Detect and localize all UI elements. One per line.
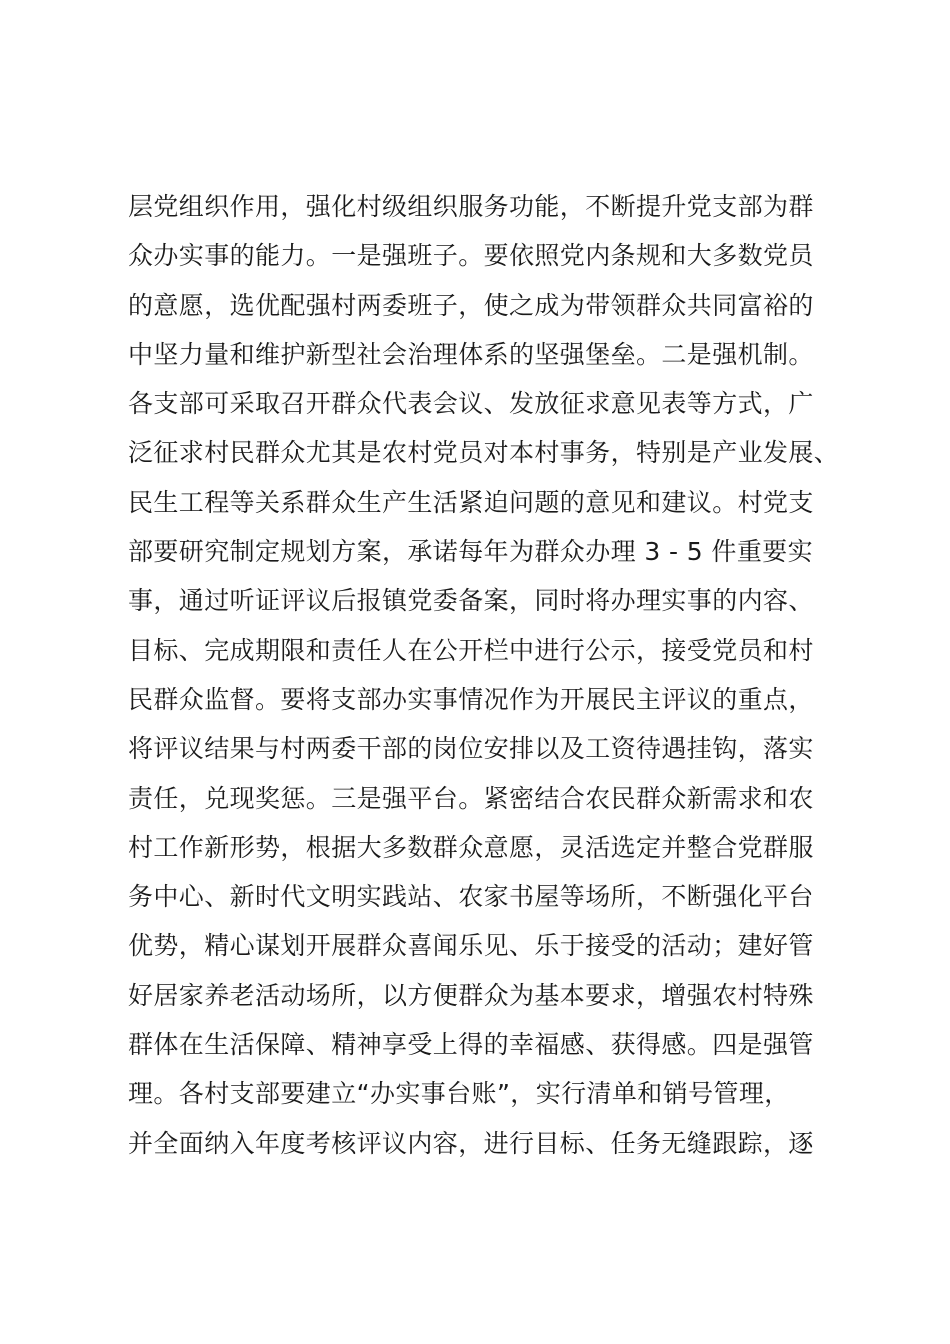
text-line-13: 责任，兑现奖惩。三是强平台。紧密结合农民群众新需求和农 (128, 783, 814, 813)
text-line-14: 村工作新形势，根据大多数群众意愿，灵活选定并整合党群服 (128, 832, 814, 862)
text-line-19: 理。各村支部要建立“办实事台账”，实行清单和销号管理， (128, 1079, 790, 1109)
text-line-11: 民群众监督。要将支部办实事情况作为开展民主评议的重点， (128, 684, 814, 714)
text-line-2: 众办实事的能力。一是强班子。要依照党内条规和大多数党员 (128, 241, 814, 271)
text-line-8: 部要研究制定规划方案，承诺每年为群众办理 3 - 5 件重要实 (128, 537, 814, 567)
text-line-16: 优势，精心谋划开展群众喜闻乐见、乐于接受的活动；建好管 (128, 931, 814, 961)
text-line-3: 的意愿，选优配强村两委班子，使之成为带领群众共同富裕的 (128, 290, 814, 320)
text-line-5: 各支部可采取召开群众代表会议、发放征求意见表等方式，广 (128, 389, 814, 419)
text-line-17: 好居家养老活动场所，以方便群众为基本要求，增强农村特殊 (128, 980, 814, 1010)
text-line-18: 群体在生活保障、精神享受上得的幸福感、获得感。四是强管 (128, 1030, 814, 1060)
text-line-4: 中坚力量和维护新型社会治理体系的坚强堡垒。二是强机制。 (128, 339, 814, 369)
text-line-20: 并全面纳入年度考核评议内容，进行目标、任务无缝跟踪，逐 (128, 1128, 814, 1158)
body-paragraph (128, 182, 868, 1168)
text-line-10: 目标、完成期限和责任人在公开栏中进行公示，接受党员和村 (128, 635, 814, 665)
text-line-1: 层党组织作用，强化村级组织服务功能，不断提升党支部为群 (128, 192, 814, 221)
text-line-15: 务中心、新时代文明实践站、农家书屋等场所，不断强化平台 (128, 882, 814, 912)
text-line-7: 民生工程等关系群众生产生活紧迫问题的意见和建议。村党支 (128, 487, 814, 517)
text-line-6: 泛征求村民群众尤其是农村党员对本村事务，特别是产业发展、 (128, 438, 840, 468)
text-line-9: 事，通过听证评议后报镇党委备案，同时将办理实事的内容、 (128, 586, 814, 616)
text-line-12: 将评议结果与村两委干部的岗位安排以及工资待遇挂钩，落实 (128, 734, 814, 764)
